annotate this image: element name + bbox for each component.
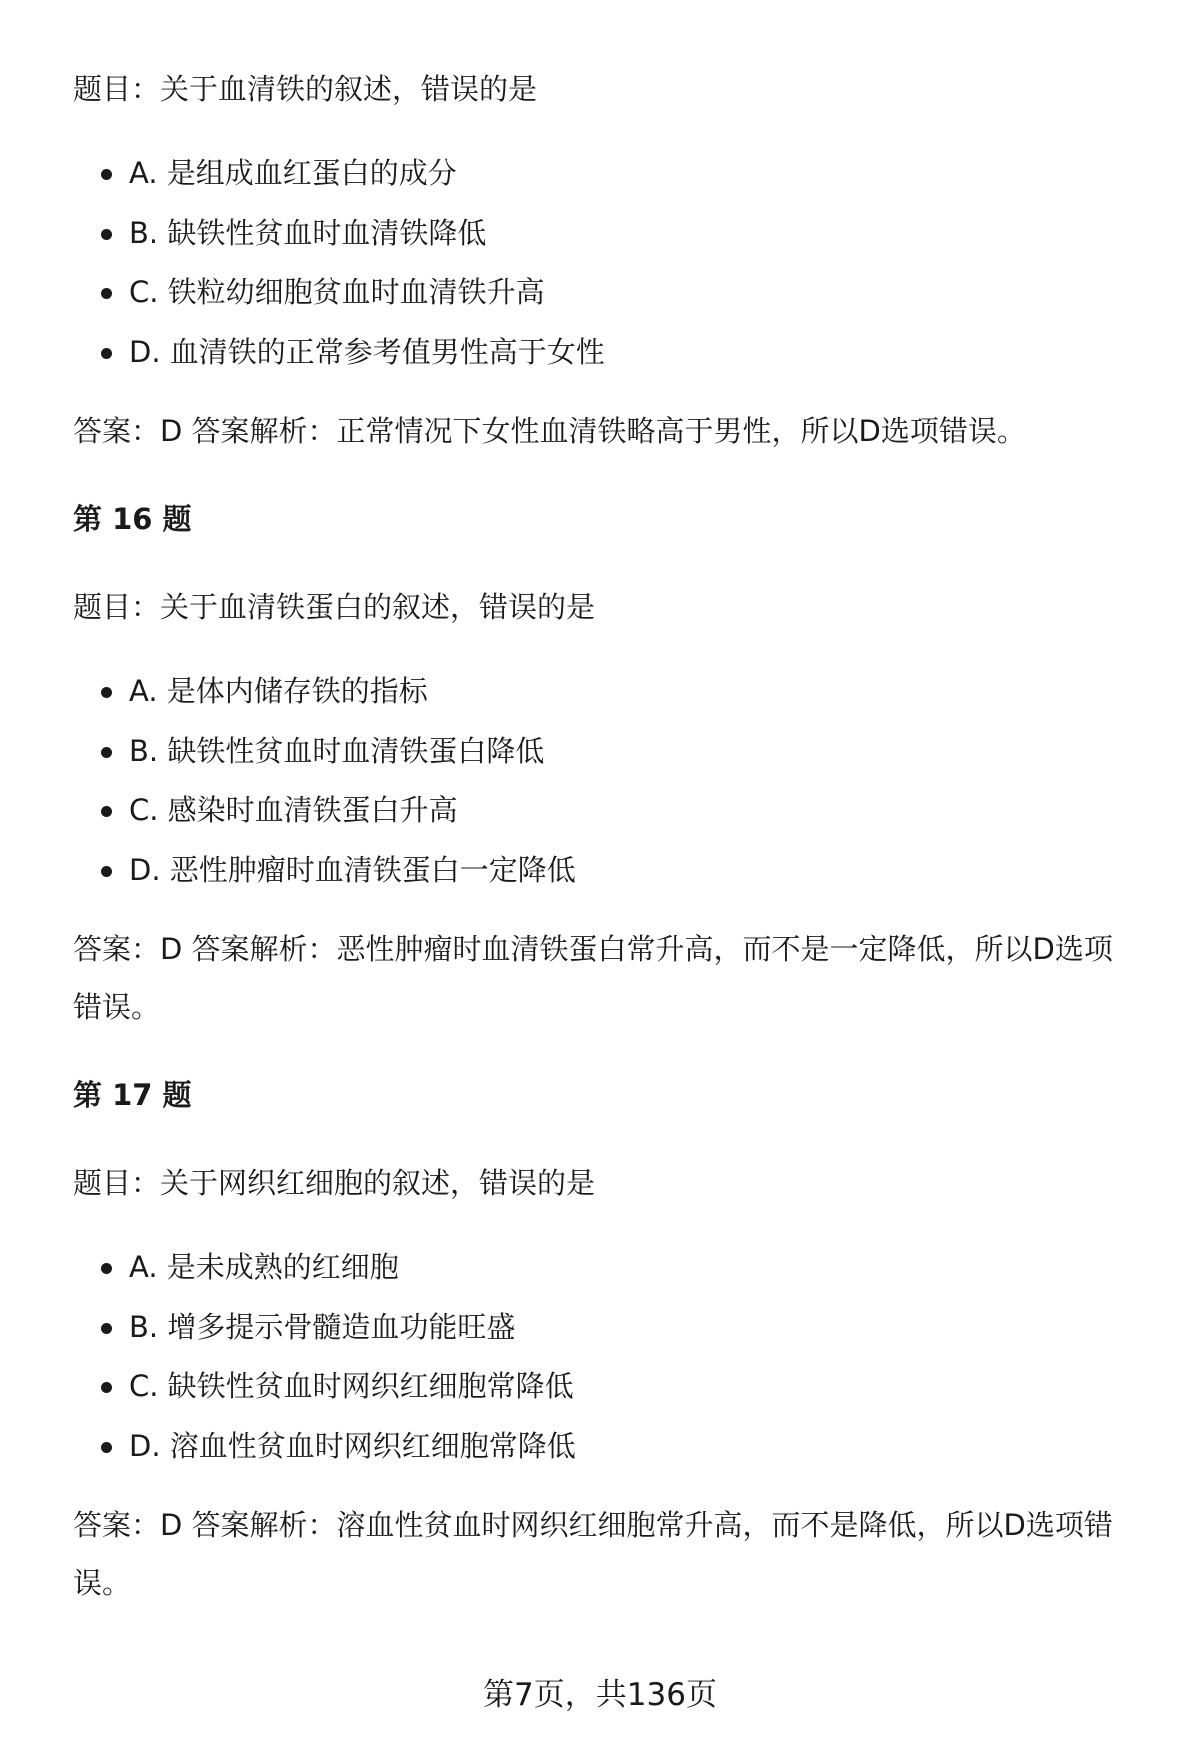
question-text: 题目：关于血清铁的叙述，错误的是 [73,72,538,106]
document-page [73,60,1133,1612]
bullet-icon [101,288,112,299]
option-label: D. 溶血性贫血时网织红细胞常降低 [129,1428,576,1463]
option-item [73,781,1133,841]
option-item [73,722,1133,782]
bullet-icon [101,1323,112,1334]
question-block-15 [73,60,1133,460]
option-item [73,662,1133,722]
option-label: D. 恶性肿瘤时血清铁蛋白一定降低 [129,852,576,887]
option-label: C. 感染时血清铁蛋白升高 [129,793,458,827]
option-label: B. 缺铁性贫血时血清铁蛋白降低 [129,733,545,768]
option-item [73,1238,1133,1298]
question-heading: 第 16 题 [73,502,192,536]
option-label: A. 是未成熟的红细胞 [129,1250,399,1284]
option-label: B. 缺铁性贫血时血清铁降低 [129,215,487,250]
option-label: A. 是体内储存铁的指标 [129,674,428,708]
bullet-icon [101,348,112,359]
option-item [73,144,1133,204]
options-list [73,1238,1133,1476]
bullet-icon [101,866,112,877]
option-item [73,1417,1133,1477]
option-item [73,1357,1133,1417]
page-number-footer: 第7页，共136页 [483,1677,717,1713]
question-text: 题目：关于网织红细胞的叙述，错误的是 [73,1166,596,1200]
option-item [73,323,1133,383]
options-list [73,662,1133,900]
question-text: 题目：关于血清铁蛋白的叙述，错误的是 [73,590,596,624]
options-list [73,144,1133,382]
option-item [73,263,1133,323]
bullet-icon [101,1442,112,1453]
answer-text: 答案：D 答案解析：正常情况下女性血清铁略高于男性，所以D选项错误。 [73,414,1026,448]
bullet-icon [101,229,112,240]
option-label: A. 是组成血红蛋白的成分 [129,156,457,190]
question-block-16 [73,490,1133,1036]
bullet-icon [101,169,112,180]
option-label: B. 增多提示骨髓造血功能旺盛 [129,1309,516,1344]
bullet-icon [101,747,112,758]
option-label: D. 血清铁的正常参考值男性高于女性 [129,334,605,369]
option-item [73,204,1133,264]
question-block-17 [73,1066,1133,1612]
answer-text: 答案：D 答案解析：恶性肿瘤时血清铁蛋白常升高，而不是一定降低，所以D选项错误。 [73,932,1113,1024]
option-item [73,841,1133,901]
bullet-icon [101,1382,112,1393]
option-item [73,1298,1133,1358]
answer-text: 答案：D 答案解析：溶血性贫血时网织红细胞常升高，而不是降低，所以D选项错误。 [73,1508,1113,1600]
question-heading: 第 17 题 [73,1078,192,1112]
bullet-icon [101,687,112,698]
option-label: C. 铁粒幼细胞贫血时血清铁升高 [129,275,545,309]
option-label: C. 缺铁性贫血时网织红细胞常降低 [129,1369,574,1403]
bullet-icon [101,806,112,817]
bullet-icon [101,1263,112,1274]
